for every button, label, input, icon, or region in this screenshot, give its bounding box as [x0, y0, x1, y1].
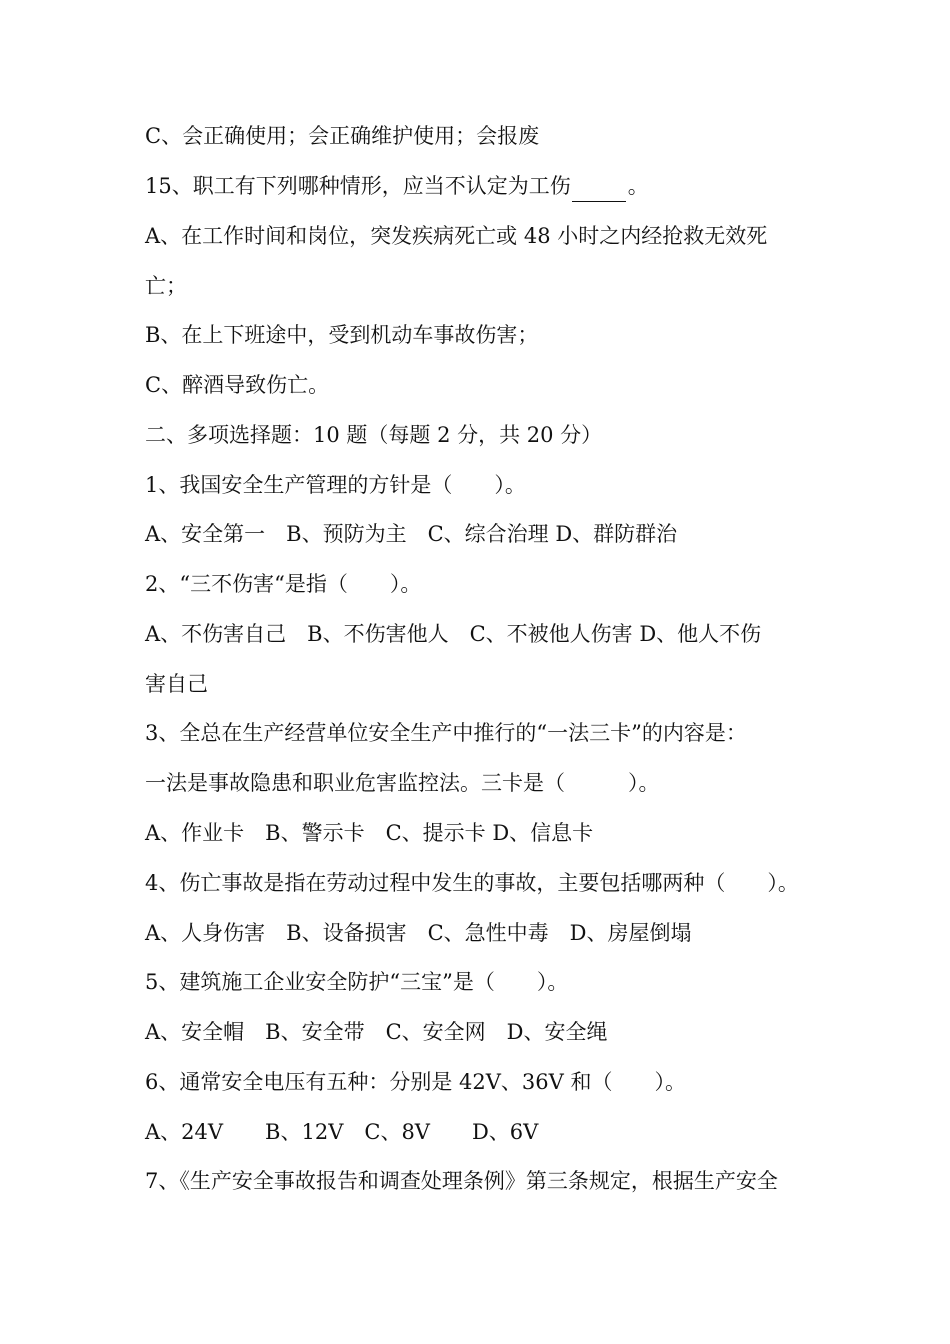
question-15-text: 15、职工有下列哪种情形，应当不认定为工伤 — [145, 174, 571, 198]
text-line: A、在工作时间和岗位，突发疾病死亡或 48 小时之内经抢救无效死 — [145, 224, 768, 248]
text-line: B、在上下班途中，受到机动车事故伤害； — [145, 323, 539, 347]
text-line: 亡； — [145, 274, 187, 298]
text-line: C、会正确使用；会正确维护使用；会报废 — [145, 124, 540, 148]
text-line: 7、《生产安全事故报告和调查处理条例》第三条规定，根据生产安全 — [145, 1169, 778, 1193]
text-line: A、安全第一 B、预防为主 C、综合治理 D、群防群治 — [145, 522, 678, 546]
text-line: A、不伤害自己 B、不伤害他人 C、不被他人伤害 D、他人不伤 — [145, 622, 762, 646]
text-line: 害自己 — [145, 672, 208, 696]
text-line: 4、伤亡事故是指在劳动过程中发生的事故，主要包括哪两种（ ）。 — [145, 871, 799, 895]
question-15-end: 。 — [627, 174, 649, 198]
text-line: A、作业卡 B、警示卡 C、提示卡 D、信息卡 — [145, 821, 594, 845]
text-line: 3、全总在生产经营单位安全生产中推行的“一法三卡”的内容是： — [145, 721, 747, 745]
text-line: 1、我国安全生产管理的方针是（ ）。 — [145, 473, 526, 497]
text-line: 5、建筑施工企业安全防护“三宝”是（ ）。 — [145, 970, 569, 994]
text-line: 6、通常安全电压有五种：分别是 42V、36V 和（ ）。 — [145, 1070, 686, 1094]
section-heading: 二、多项选择题：10 题（每题 2 分，共 20 分） — [145, 423, 603, 447]
text-line: 一法是事故隐患和职业危害监控法。三卡是（ ）。 — [145, 771, 660, 795]
text-line: A、24V B、12V C、8V D、6V — [145, 1120, 539, 1144]
text-line: A、人身伤害 B、设备损害 C、急性中毒 D、房屋倒塌 — [145, 921, 692, 945]
text-line: A、安全帽 B、安全带 C、安全网 D、安全绳 — [145, 1020, 608, 1044]
question-15 — [145, 170, 825, 202]
answer-blank — [572, 179, 626, 202]
text-line: 2、“三不伤害“是指（ ）。 — [145, 572, 422, 596]
text-line: C、醉酒导致伤亡。 — [145, 373, 330, 397]
